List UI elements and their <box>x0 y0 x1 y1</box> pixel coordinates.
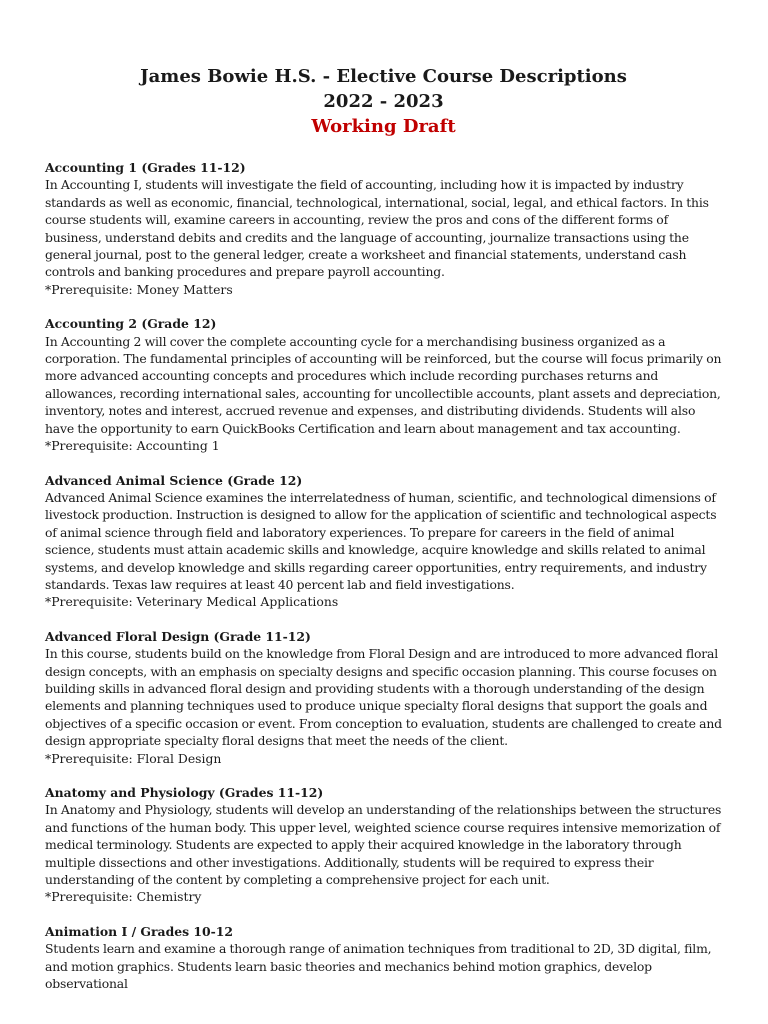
course-anatomy-physiology <box>45 784 722 906</box>
course-advanced-floral-design <box>45 628 722 767</box>
course-description: In Accounting I, students will investigate the field of accounting, including how it is impacted by industry standards as well as economic, financial, technological, international, social, legal, and ethical factors. In this course students will, examine careers in accounting, review the pros and cons of the different forms of business, understand debits and credits and the language of accounting, journalize transactions using the general journal, post to the general ledger, create a worksheet and financial statements, understand cash controls and banking procedures and prepare payroll accounting. <box>45 177 709 280</box>
school-year: 2022 - 2023 <box>323 91 444 112</box>
course-title: Advanced Animal Science (Grade 12) <box>45 472 303 488</box>
course-advanced-animal-science <box>45 472 722 611</box>
course-title: Advanced Floral Design (Grade 11-12) <box>45 628 311 644</box>
course-description: Advanced Animal Science examines the interrelatedness of human, scientific, and technological dimensions of livestock production. Instruction is designed to allow for the application of scientific and technological aspects of animal science through field and laboratory experiences. To prepare for careers in the field of animal science, students must attain academic skills and knowledge, acquire knowledge and skills related to animal systems, and develop knowledge and skills regarding career opportunities, entry requirements, and industry standards. Texas law requires at least 40 percent lab and field investigations. <box>45 489 717 592</box>
course-title: Accounting 2 (Grade 12) <box>45 316 217 332</box>
document-header <box>45 64 722 139</box>
draft-status: Working Draft <box>311 116 456 137</box>
course-accounting-2 <box>45 315 722 454</box>
course-title: Anatomy and Physiology (Grades 11-12) <box>45 785 324 800</box>
course-prerequisite: *Prerequisite: Chemistry <box>45 889 202 905</box>
course-title: Accounting 1 (Grades 11-12) <box>45 160 246 175</box>
course-description: Students learn and examine a thorough range of animation techniques from traditional to 2D, 3D digital, film, and motion graphics. Students learn basic theories and mechanics behind motion graphics, develop observational <box>45 941 712 992</box>
course-prerequisite: *Prerequisite: Veterinary Medical Applications <box>45 594 339 610</box>
course-animation-1 <box>45 923 722 993</box>
course-description: In Anatomy and Physiology, students will develop an understanding of the relationships between the structures and functions of the human body. This upper level, weighted science course requires intensive memorization of medical terminology. Students are expected to apply their acquired knowledge in the laboratory through multiple dissections and other investigations. Additionally, students will be required to express their understanding of the content by completing a comprehensive project for each unit. <box>45 802 722 888</box>
course-prerequisite: *Prerequisite: Floral Design <box>45 750 222 766</box>
course-prerequisite: *Prerequisite: Accounting 1 <box>45 438 220 454</box>
document-title: James Bowie H.S. - Elective Course Descriptions <box>140 66 627 87</box>
course-description: In this course, students build on the knowledge from Floral Design and are introduced to more advanced floral design concepts, with an emphasis on specialty designs and specific occasion planning. This course focuses on building skills in advanced floral design and providing students with a thorough understanding of the design elements and planning techniques used to produce unique specialty floral designs that support the goals and objectives of a specific occasion or event. From conception to evaluation, students are challenged to create and design appropriate specialty floral designs that meet the needs of the client. <box>45 646 722 749</box>
course-title: Animation I / Grades 10-12 <box>45 923 234 939</box>
course-accounting-1 <box>45 159 722 298</box>
course-prerequisite: *Prerequisite: Money Matters <box>45 281 233 297</box>
course-description: In Accounting 2 will cover the complete accounting cycle for a merchandising business organized as a corporation. The fundamental principles of accounting will be reinforced, but the course will focus primarily on more advanced accounting concepts and procedures which include recording purchases returns and allowances, recording international sales, accounting for uncollectible accounts, plant assets and depreciation, inventory, notes and interest, accrued revenue and expenses, and distributing dividends. Students will also have the opportunity to earn QuickBooks Certification and learn about management and tax accounting. <box>45 333 722 436</box>
